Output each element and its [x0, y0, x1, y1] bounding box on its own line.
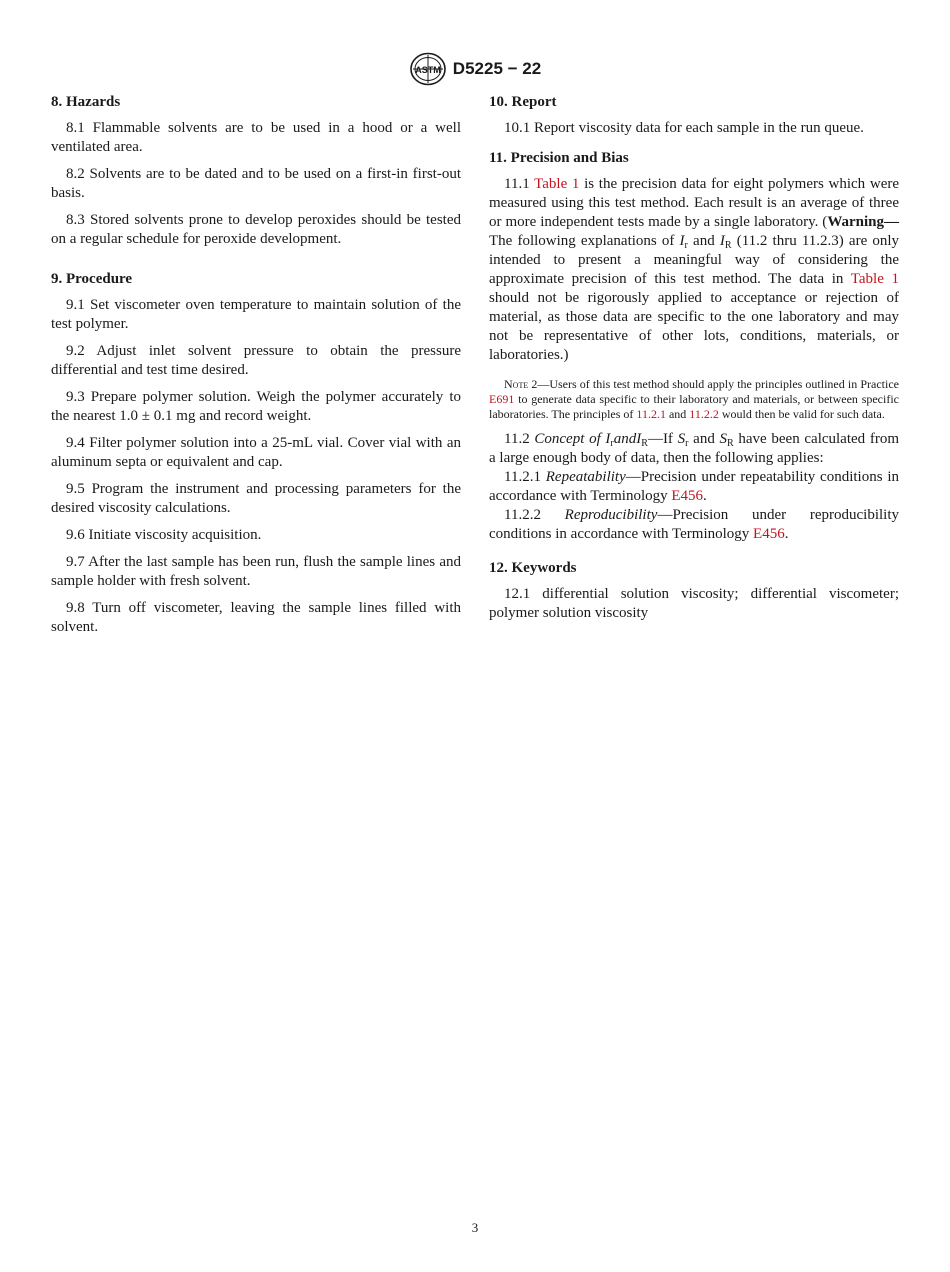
paragraph-11-2: 11.2 Concept of $I_randI_R—If$ $S_r$ and $S_R$ have been calculated from a large enough body of data, then the following applies: [489, 431, 900, 466]
paragraph-11-2-2: 11.2.2 Reproducibility—Precision under reproducibility conditions in accordance with Terminology E456. [489, 507, 899, 542]
paragraph-8-3: 8.3 Stored solvents prone to develop peroxides should be tested on a regular schedule for peroxide development. [51, 212, 461, 247]
section-heading: 11. Precision and Bias [489, 150, 629, 166]
paragraph-11-1: 11.1 Table 1 is the precision data for eight polymers which were measured using this test method. Each result is an average of three or more independent tests made by a single laboratory. (Warning—The following explanations of $I_r$ and $I_R$ (11.2 thru 11.2.3) are only intended to present a meaningful way of considering the approximate precision of this test method. The data in Table 1 should not be rigorously applied to acceptance or rejection of material, as those data are specific to the one laboratory and may not be representative of other lots, conditions, materials, or laboratories.) [489, 176, 900, 363]
table-1-link[interactable]: Table 1 [850, 271, 899, 287]
section-procedure [51, 269, 461, 637]
page-header [0, 52, 950, 86]
section-heading: 10. Report [489, 94, 557, 110]
section-heading: 9. Procedure [51, 271, 133, 287]
paragraph-8-2: 8.2 Solvents are to be dated and to be used on a first-in first-out basis. [51, 166, 461, 201]
paragraph-9-4: 9.4 Filter polymer solution into a 25-mL vial. Cover vial with an aluminum septa or equivalent and cap. [51, 435, 461, 470]
e691-link[interactable]: E691 [489, 392, 515, 406]
astm-logo-icon [409, 52, 447, 86]
note-label: Note [504, 377, 529, 391]
paragraph-9-6: 9.6 Initiate viscosity acquisition. [66, 527, 262, 543]
logo-text: ASTM [415, 65, 441, 75]
paragraph-9-8: 9.8 Turn off viscometer, leaving the sample lines filled with solvent. [51, 600, 461, 635]
section-heading: 8. Hazards [51, 94, 121, 110]
right-column [489, 92, 899, 637]
section-hazards [51, 92, 461, 249]
paragraph-10-1: 10.1 Report viscosity data for each sample in the run queue. [504, 120, 864, 136]
e456-link[interactable]: E456 [671, 488, 704, 504]
page-number: 3 [471, 1220, 479, 1235]
left-column [51, 92, 461, 651]
paragraph-9-3: 9.3 Prepare polymer solution. Weigh the polymer accurately to the nearest 1.0 ± 0.1 mg and record weight. [51, 389, 461, 424]
warning-label: Warning— [827, 214, 899, 230]
paragraph-9-2: 9.2 Adjust inlet solvent pressure to obtain the pressure differential and test time desired. [51, 343, 461, 378]
e456-link[interactable]: E456 [753, 526, 785, 542]
table-1-link[interactable]: Table 1 [534, 176, 580, 192]
paragraph-9-7: 9.7 After the last sample has been run, flush the sample lines and sample holder with fresh solvent. [51, 554, 461, 589]
note-2: Note 2—Users of this test method should apply the principles outlined in Practice E691 to generate data specific to their laboratory and materials, or between specific laboratories. The principles of 11.2.1 and 11.2.2 would then be valid for such data. [489, 377, 900, 421]
paragraph-12-1: 12.1 differential solution viscosity; differential viscometer; polymer solution viscosity [489, 586, 899, 621]
section-precision-bias [489, 148, 899, 544]
paragraph-8-1: 8.1 Flammable solvents are to be used in a hood or a well ventilated area. [51, 120, 461, 155]
paragraph-11-2-1: 11.2.1 Repeatability—Precision under repeatability conditions in accordance with Terminology E456. [489, 469, 900, 504]
section-report [489, 92, 899, 138]
section-keywords [489, 558, 899, 623]
section-11-2-2-link[interactable]: 11.2.2 [689, 407, 719, 421]
section-heading: 12. Keywords [489, 560, 577, 576]
paragraph-9-1: 9.1 Set viscometer oven temperature to maintain solution of the test polymer. [51, 297, 461, 332]
paragraph-9-5: 9.5 Program the instrument and processing parameters for the desired viscosity calculations. [51, 481, 461, 516]
section-11-2-1-link[interactable]: 11.2.1 [636, 407, 666, 421]
document-designation: D5225 − 22 [452, 59, 542, 78]
